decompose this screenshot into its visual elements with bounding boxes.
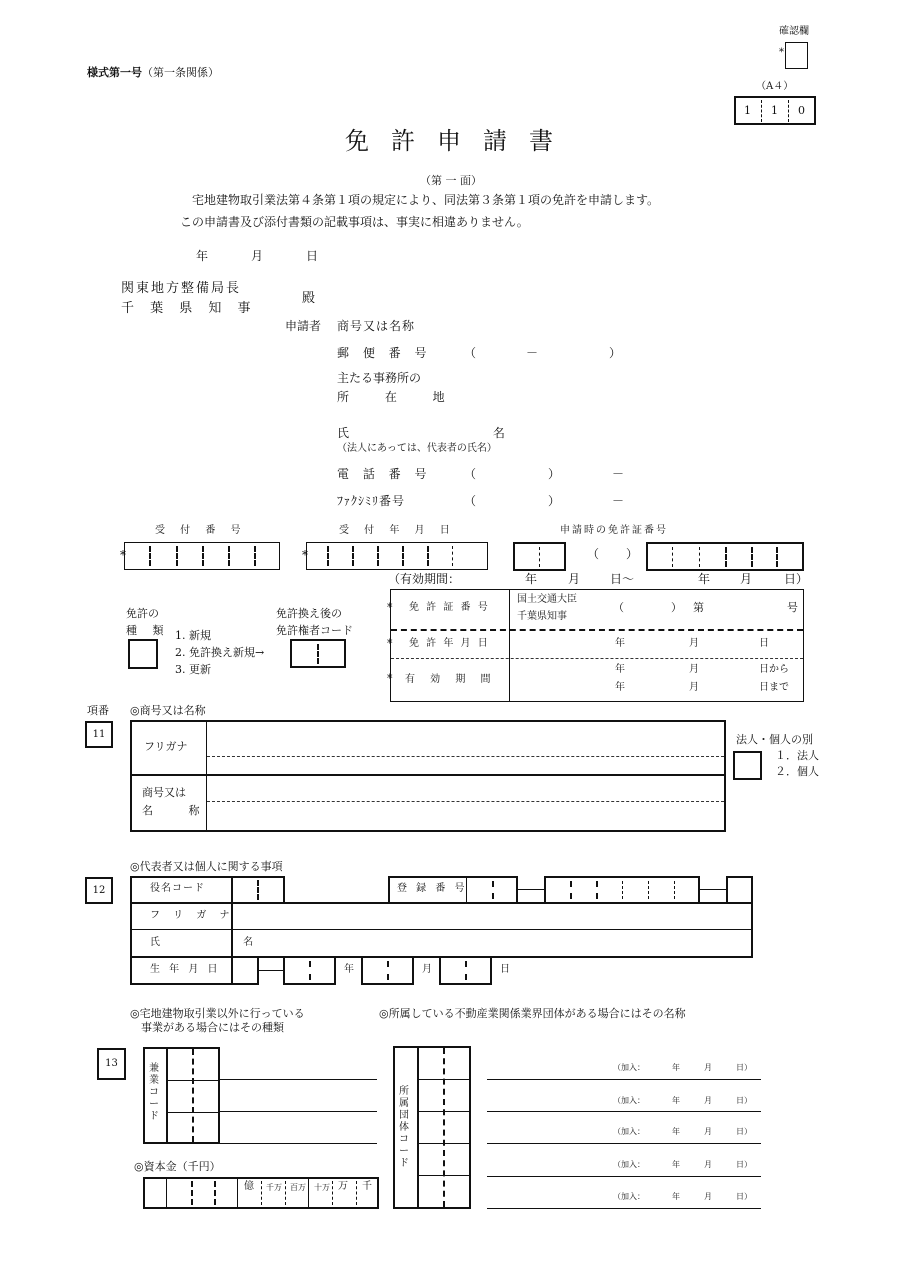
reception-star: * [120,548,126,562]
row1-paren-close: ） [671,601,682,614]
join-open-5: （加入： [613,1192,645,1201]
row3-star: * [387,672,393,685]
join-line[interactable] [487,1079,761,1080]
validity-label: （有効期間： [388,572,461,586]
name-label-12: 氏 名 [150,937,294,948]
group-row-divider [417,1143,469,1144]
capital-heading: ◎資本金（千円） [134,1160,221,1173]
unit-man: 万 [338,1181,348,1192]
role-code-right [283,876,285,904]
capital-divider [261,1181,262,1205]
digit-divider [427,546,429,566]
row3-year-1: 年 [615,664,625,675]
fax-open: （ [464,494,477,508]
furigana-guide [207,756,724,757]
code-divider [788,100,789,122]
item12-heading: ◎代表者又は個人に関する事項 [130,860,283,873]
office-label-1: 主たる事務所の [337,371,422,385]
digit-divider [402,546,404,566]
row1-dai: 第 [693,601,704,614]
applicant-name-label: 商号又は名称 [337,319,416,333]
row-divider [130,902,283,904]
row3-year-2: 年 [615,682,625,693]
capital-divider [332,1181,333,1205]
reg-no-box [388,876,518,904]
row2-star: * [387,637,393,650]
license-type-label-2: 種 類 [126,624,170,637]
name-label-1: 商号又は [142,786,186,799]
row-divider [130,929,752,930]
digit-divider [539,547,540,567]
intro-line-2: この申請書及び添付書類の記載事項は、事実に相違ありません。 [180,215,529,229]
role-gap-line [283,902,388,904]
join-line[interactable] [487,1143,761,1144]
item11-heading: ◎商号又は名称 [130,704,206,717]
date-year: 年 [196,249,209,263]
join-month-5: 月 [704,1192,712,1201]
group-digit-divider [443,1048,445,1207]
furigana-label: フリガナ [144,740,188,753]
digit-divider [674,881,675,899]
join-day-5: 日） [736,1192,752,1201]
authority-code-label-2: 免許権者コード [276,624,353,637]
reg-no-dash [518,889,544,890]
row1-paren-open: （ [613,601,624,614]
side-row-divider [166,1080,218,1081]
reception-date-label: 受 付 年 月 日 [339,525,456,536]
table-divider [509,590,510,701]
authority-1: 国土交通大臣 [517,594,577,605]
office-label-2: 所 在 地 [337,390,461,404]
confirm-mark: * [779,47,784,58]
digit-divider [228,546,230,566]
reg-no-underline-2 [700,902,726,904]
group-code-box [393,1046,471,1209]
table-row-divider [391,629,803,631]
join-line[interactable] [487,1111,761,1112]
group-row-divider [417,1111,469,1112]
side-label-divider [166,1049,168,1142]
fax-label: ﾌｧｸｼﾐﾘ番号 [337,494,406,508]
digit-divider [452,546,453,566]
confirm-label: 確認欄 [779,26,809,37]
birth-month-label: 月 [422,964,432,975]
item12-number [85,877,113,904]
item13-number-text: 13 [105,1058,118,1069]
reg-no-label: 登 録 番 号 [397,883,468,894]
name-label-2: 名 称 [142,804,216,817]
capital-box[interactable] [143,1177,379,1209]
join-line[interactable] [487,1176,761,1177]
reg-no-digit-divider [492,881,494,899]
intro-line-1: 宅地建物取引業法第４条第１項の規定により、同法第３条第１項の免許を申請します。 [192,193,660,207]
row2-day: 日 [759,638,769,649]
row1-label: 免 許 証 番 号 [409,602,490,613]
digit-divider [387,961,389,980]
birth-day-box[interactable] [439,956,492,985]
date-month: 月 [251,249,264,263]
validity-month-1: 月 [568,572,581,586]
birth-year-label: 年 [344,964,354,975]
join-month-1: 月 [704,1063,712,1072]
license-table [387,589,804,702]
capital-divider [214,1181,216,1205]
code-digit-1: 1 [744,104,751,117]
person-label: 氏 名 [337,426,575,440]
form-rel: （第一条関係） [142,66,219,79]
role-code-label: 役名コード [150,883,205,894]
row3-month-1: 月 [689,664,699,675]
license-type-option-1: 1. 新規 [175,629,211,642]
item12-left-border [130,876,132,957]
capital-divider [191,1181,193,1205]
join-open-2: （加入： [613,1096,645,1105]
postal-dash: － [526,346,539,360]
join-open-3: （加入： [613,1127,645,1136]
join-year-1: 年 [672,1063,680,1072]
digit-divider [254,546,256,566]
table-row-divider [391,658,803,659]
join-year-4: 年 [672,1160,680,1169]
item12-number-text: 12 [92,885,106,896]
license-type-option-3: 3. 更新 [175,663,211,676]
join-day-4: 日） [736,1160,752,1169]
join-year-2: 年 [672,1096,680,1105]
digit-divider [596,881,598,899]
postal-open: （ [464,346,477,360]
date-day: 日 [306,249,319,263]
corp-type-option-2: ２．個人 [775,765,819,778]
tel-dash: － [612,467,625,481]
reception-date-star: * [302,548,308,562]
authority-2: 千葉県知事 [517,611,567,622]
side-code-label: 兼業コード [149,1063,159,1122]
join-day-1: 日） [736,1063,752,1072]
side-entry-line[interactable] [220,1143,377,1144]
digit-divider [776,547,778,567]
item13-heading-2: ◎所属している不動産業関係業界団体がある場合にはその名称 [379,1007,686,1020]
item13-heading-1b: 事業がある場合にはその種類 [141,1021,284,1034]
row2-label: 免 許 年 月 日 [409,638,490,649]
digit-divider [202,546,204,566]
validity-year-2: 年 [698,572,711,586]
join-year-5: 年 [672,1192,680,1201]
join-open-4: （加入： [613,1160,645,1169]
person-note: （法人にあっては、代表者の氏名） [337,443,497,454]
side-entry-line[interactable] [220,1079,377,1080]
page-title: 免許申請書 [345,127,575,155]
row1-go: 号 [787,601,798,614]
corp-type-box[interactable] [733,751,762,780]
join-line[interactable] [487,1208,761,1209]
birth-month-box[interactable] [361,956,414,985]
form-code-box [734,96,816,125]
page-side: （第 一 面） [420,174,482,187]
postal-close: ） [609,346,622,360]
side-digit-divider [192,1049,194,1142]
capital-divider [285,1181,286,1205]
item12-top-border [130,876,285,878]
table-row-divider [132,774,724,776]
digit-divider [176,546,178,566]
applicant-label: 申請者 [285,319,322,333]
code-divider [761,100,762,122]
birth-left [130,956,132,985]
license-type-option-2: 2. 免許換え新規→ [175,646,265,659]
license-paren-close: ） [626,547,639,561]
fax-dash: － [612,494,625,508]
reception-number-box[interactable] [124,542,280,570]
reg-no-underline [518,902,544,904]
postal-label: 郵 便 番 号 [337,346,432,360]
join-open-1: （加入： [613,1063,645,1072]
reception-date-box[interactable] [306,542,488,570]
birth-day-label: 日 [500,964,510,975]
fax-close: ） [548,494,561,508]
tel-close: ） [548,467,561,481]
authority-code-box[interactable] [290,639,346,668]
digit-divider [672,547,673,567]
birth-year-box[interactable] [283,956,336,985]
birth-dash [257,970,284,971]
unit-senman: 千万 [266,1183,282,1192]
license-authority-box[interactable] [513,542,566,571]
row3-month-2: 月 [689,682,699,693]
row3-day-2: 日まで [759,682,789,693]
validity-day-2: 日） [784,572,809,586]
code-digit-3: 0 [798,104,805,117]
join-day-3: 日） [736,1127,752,1136]
group-label-divider [417,1048,419,1207]
digit-divider [622,881,623,899]
digit-divider [377,546,379,566]
unit-oku: 億 [244,1181,254,1192]
item13-heading-1a: ◎宅地建物取引業以外に行っている [130,1007,305,1020]
side-row-divider [166,1112,218,1113]
addressee-line-1: 関東地方整備局長 [121,281,242,296]
reg-no-dash-2 [700,889,726,890]
license-number-box[interactable] [646,542,804,571]
item11-number [85,721,113,748]
code-digit-2: 1 [771,104,778,117]
addressee-line-2: 千 葉 県 知 事 [121,301,257,316]
validity-month-2: 月 [740,572,753,586]
reg-no-digits[interactable] [544,876,700,904]
tel-label: 電 話 番 号 [337,467,432,481]
license-no-label: 申請時の免許証番号 [560,525,668,536]
item12-label-divider [231,876,233,985]
reception-number-label: 受 付 番 号 [155,525,247,536]
unit-sen: 千 [362,1181,372,1192]
license-paren-open: （ [587,547,600,561]
reg-no-check[interactable] [726,876,753,904]
validity-day-1: 日～ [610,572,635,586]
row2-year: 年 [615,638,625,649]
capital-divider [237,1179,238,1207]
digit-divider [327,546,329,566]
side-business-box [143,1047,220,1144]
furigana-label-12: フ リ ガ ナ [150,910,235,921]
form-no: 様式第一号 [87,66,142,79]
item11-table [130,720,726,832]
row3-label: 有 効 期 間 [405,674,497,685]
group-row-divider [417,1079,469,1080]
item-label: 項番 [87,704,109,717]
authority-code-label-1: 免許換え後の [276,607,342,620]
row3-day-1: 日から [759,664,789,675]
validity-year-1: 年 [525,572,538,586]
group-code-label: 所属団体コード [399,1086,409,1169]
role-code-divider [257,880,259,900]
birth-bottom [130,983,259,985]
license-type-label-1: 免許の [126,607,159,620]
digit-divider [317,644,319,664]
digit-divider [570,881,572,899]
corp-type-option-1: １．法人 [775,749,819,762]
license-type-box[interactable] [128,639,158,669]
digit-divider [751,547,753,567]
group-row-divider [417,1175,469,1176]
corp-type-label: 法人・個人の別 [736,733,813,746]
name-guide [207,801,724,802]
tel-open: （ [464,467,477,481]
digit-divider [149,546,151,566]
honorific: 殿 [302,291,316,306]
confirm-box[interactable] [785,42,808,69]
digit-divider [465,961,467,980]
side-entry-line[interactable] [220,1111,377,1112]
item11-number-text: 11 [92,729,106,740]
capital-divider [166,1179,167,1207]
digit-divider [725,547,727,567]
join-month-2: 月 [704,1096,712,1105]
form-number [87,66,219,79]
unit-hyakuman: 百万 [290,1183,306,1192]
digit-divider [309,961,311,980]
birth-label: 生 年 月 日 [150,964,221,975]
row1-star: * [387,601,393,614]
join-year-3: 年 [672,1127,680,1136]
digit-divider [699,547,700,567]
row2-month: 月 [689,638,699,649]
join-month-3: 月 [704,1127,712,1136]
item13-number [97,1048,126,1080]
digit-divider [648,881,649,899]
digit-divider [352,546,354,566]
join-month-4: 月 [704,1160,712,1169]
capital-divider [356,1181,357,1205]
capital-divider [308,1179,309,1207]
unit-juman: 十万 [314,1183,330,1192]
paper-size: （A４） [756,81,794,92]
join-day-2: 日） [736,1096,752,1105]
